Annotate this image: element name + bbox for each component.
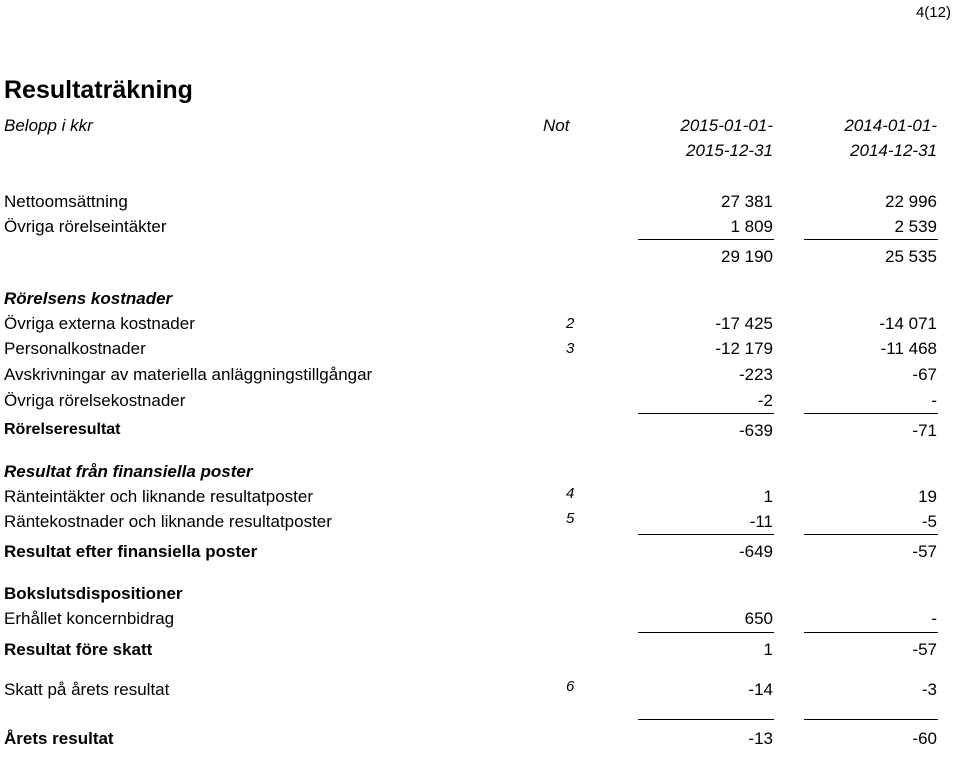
value-prior: -60 xyxy=(912,729,937,748)
value-current: -639 xyxy=(738,421,773,440)
value-current: 1 xyxy=(763,487,773,506)
unit-label: Belopp i kkr xyxy=(4,116,93,135)
value-prior: - xyxy=(931,391,937,410)
value-current: -12 179 xyxy=(715,339,773,358)
subtotal-current: 29 190 xyxy=(721,247,773,266)
row-label: Resultat före skatt xyxy=(4,640,153,659)
note-ref: 4 xyxy=(566,485,575,502)
sum-line xyxy=(804,534,938,535)
period-prior-end: 2014-12-31 xyxy=(850,141,937,160)
value-current: -649 xyxy=(738,542,773,561)
value-prior: - xyxy=(931,609,937,628)
sum-line xyxy=(638,632,774,633)
row-label: Avskrivningar av materiella anläggningstillgångar xyxy=(4,365,373,384)
value-current: 650 xyxy=(744,609,773,628)
sum-line xyxy=(804,632,938,633)
note-ref: 5 xyxy=(566,510,575,527)
value-current: -2 xyxy=(757,391,773,410)
sum-line xyxy=(638,239,774,240)
sum-line xyxy=(804,719,938,720)
note-ref: 6 xyxy=(566,678,575,695)
row-label: Övriga externa kostnader xyxy=(4,314,195,333)
note-header: Not xyxy=(543,116,570,135)
sum-line xyxy=(638,534,774,535)
section-heading: Resultat från finansiella poster xyxy=(4,462,253,481)
row-label: Räntekostnader och liknande resultatposter xyxy=(4,512,332,531)
note-ref: 2 xyxy=(566,315,575,332)
value-prior: -57 xyxy=(912,640,937,659)
value-current: 1 809 xyxy=(730,217,773,236)
row-label: Nettoomsättning xyxy=(4,192,128,211)
row-label: Övriga rörelsekostnader xyxy=(4,391,186,410)
value-current: 1 xyxy=(763,640,773,659)
note-ref: 3 xyxy=(566,340,575,357)
row-label: Årets resultat xyxy=(4,729,114,748)
section-heading: Bokslutsdispositioner xyxy=(4,584,183,603)
value-current: -17 425 xyxy=(715,314,773,333)
row-label: Erhållet koncernbidrag xyxy=(4,609,175,628)
value-current: -14 xyxy=(748,680,773,699)
value-prior: -5 xyxy=(921,512,937,531)
value-current: -13 xyxy=(748,729,773,748)
period-current-end: 2015-12-31 xyxy=(686,141,773,160)
value-current: -11 xyxy=(749,512,773,531)
row-label: Personalkostnader xyxy=(4,339,146,358)
sum-line xyxy=(804,413,938,414)
page-number: 4(12) xyxy=(915,4,951,21)
period-prior-start: 2014-01-01- xyxy=(844,116,937,135)
row-label: Skatt på årets resultat xyxy=(4,680,170,699)
value-current: 27 381 xyxy=(721,192,773,211)
period-current-start: 2015-01-01- xyxy=(680,116,773,135)
value-prior: 19 xyxy=(918,487,937,506)
value-prior: 22 996 xyxy=(885,192,937,211)
value-prior: -3 xyxy=(921,680,937,699)
section-heading: Rörelsens kostnader xyxy=(4,289,173,308)
row-label: Rörelseresultat xyxy=(4,421,121,438)
value-prior: -67 xyxy=(912,365,937,384)
sum-line xyxy=(638,719,774,720)
value-prior: -57 xyxy=(912,542,937,561)
row-label: Ränteintäkter och liknande resultatposter xyxy=(4,487,314,506)
value-prior: -11 468 xyxy=(880,339,937,358)
value-prior: 2 539 xyxy=(894,217,937,236)
row-label: Övriga rörelseintäkter xyxy=(4,217,167,236)
row-label: Resultat efter finansiella poster xyxy=(4,542,258,561)
sum-line xyxy=(638,413,774,414)
sum-line xyxy=(804,239,938,240)
value-prior: -14 071 xyxy=(879,314,937,333)
value-current: -223 xyxy=(738,365,773,384)
subtotal-prior: 25 535 xyxy=(885,247,937,266)
value-prior: -71 xyxy=(912,421,937,440)
page-title: Resultaträkning xyxy=(4,76,193,104)
